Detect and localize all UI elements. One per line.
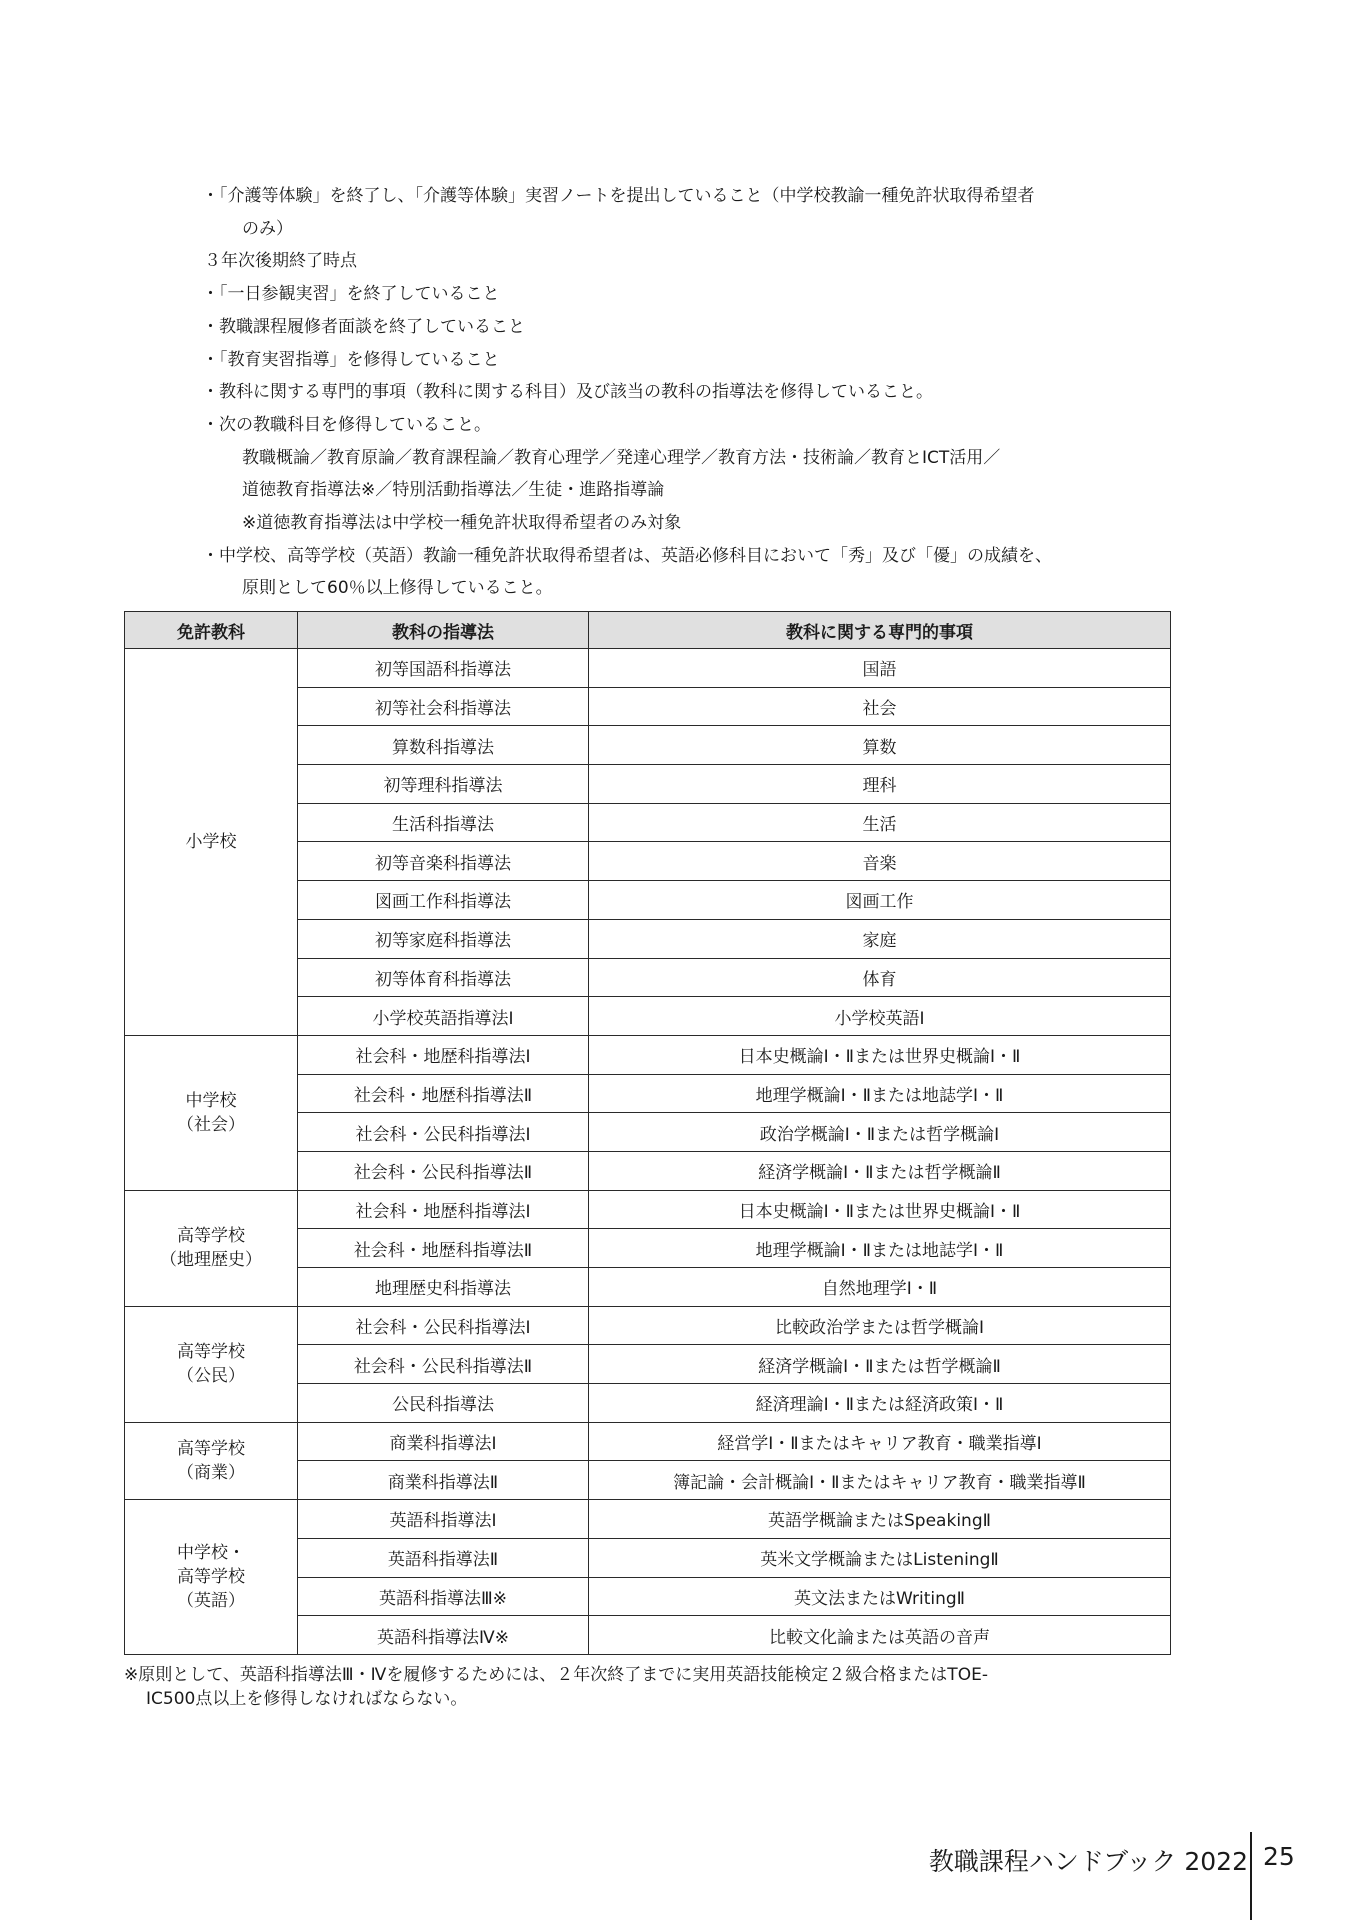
subject-content-cell: 算数 xyxy=(589,726,1171,765)
teaching-method-cell: 初等理科指導法 xyxy=(298,765,589,804)
footer-title: 教職課程ハンドブック 2022 xyxy=(928,1847,1248,1876)
teaching-method-cell: 社会科・地歴科指導法Ⅱ xyxy=(298,1229,589,1268)
table-row xyxy=(125,1190,1171,1229)
subject-content-cell: 簿記論・会計概論Ⅰ・Ⅱまたはキャリア教育・職業指導Ⅱ xyxy=(589,1461,1171,1500)
subject-content-cell: 経済理論Ⅰ・Ⅱまたは経済政策Ⅰ・Ⅱ xyxy=(589,1384,1171,1423)
subject-content-cell: 図画工作 xyxy=(589,881,1171,920)
subject-content-cell: 英語学概論またはSpeakingⅡ xyxy=(589,1500,1171,1539)
table-row xyxy=(125,1422,1171,1461)
teaching-method-cell: 地理歴史科指導法 xyxy=(298,1268,589,1307)
category-label-line: 小学校 xyxy=(185,831,237,852)
page-number: 25 xyxy=(1263,1842,1295,1871)
license-category-cell xyxy=(125,1500,298,1655)
category-label-line: 高等学校 xyxy=(177,1342,245,1363)
category-label-line: 高等学校 xyxy=(177,1438,245,1459)
teaching-method-cell: 英語科指導法Ⅰ xyxy=(298,1500,589,1539)
category-label-line: （地理歴史） xyxy=(160,1250,262,1271)
teaching-method-cell: 社会科・公民科指導法Ⅰ xyxy=(298,1306,589,1345)
teaching-method-cell: 商業科指導法Ⅱ xyxy=(298,1461,589,1500)
category-label-line: （英語） xyxy=(177,1591,245,1611)
teaching-method-cell: 生活科指導法 xyxy=(298,803,589,842)
course-list-line: 道徳教育指導法※／特別活動指導法／生徒・進路指導論 xyxy=(242,480,665,501)
teaching-method-cell: 英語科指導法Ⅲ※ xyxy=(298,1577,589,1616)
license-subject-table xyxy=(124,611,1171,1655)
subject-content-cell: 音楽 xyxy=(589,842,1171,881)
footer-divider xyxy=(1250,1832,1252,1920)
subject-content-cell: 体育 xyxy=(589,958,1171,997)
subject-content-cell: 理科 xyxy=(589,765,1171,804)
subject-content-cell: 自然地理学Ⅰ・Ⅱ xyxy=(589,1268,1171,1307)
license-category-cell xyxy=(125,1035,298,1190)
requirement-line: ・中学校、高等学校（英語）教諭一種免許状取得希望者は、英語必修科目において「秀」及び「優」の成績を、 xyxy=(202,545,1052,566)
course-list-note: ※道徳教育指導法は中学校一種免許状取得希望者のみ対象 xyxy=(242,513,682,534)
teaching-method-cell: 公民科指導法 xyxy=(298,1384,589,1423)
subject-content-cell: 英米文学概論またはListeningⅡ xyxy=(589,1538,1171,1577)
course-list-line: 教職概論／教育原論／教育課程論／教育心理学／発達心理学／教育方法・技術論／教育とICT活用／ xyxy=(242,447,1001,468)
subject-content-cell: 経営学Ⅰ・Ⅱまたはキャリア教育・職業指導Ⅰ xyxy=(589,1422,1171,1461)
footnote-line: IC500点以上を修得しなければならない。 xyxy=(146,1689,468,1709)
footnote xyxy=(124,1663,1174,1711)
subject-content-cell: 国語 xyxy=(589,649,1171,688)
subject-content-cell: 比較文化論または英語の音声 xyxy=(589,1616,1171,1655)
subject-content-cell: 経済学概論Ⅰ・Ⅱまたは哲学概論Ⅱ xyxy=(589,1345,1171,1384)
requirement-line: ・「介護等体験」を終了し、「介護等体験」実習ノートを提出していること（中学校教諭一種免許状取得希望者 xyxy=(202,186,1035,206)
license-category-cell xyxy=(125,1190,298,1306)
teaching-method-cell: 算数科指導法 xyxy=(298,726,589,765)
requirement-line: ・教職課程履修者面談を終了していること xyxy=(202,316,525,337)
table-row xyxy=(125,1306,1171,1345)
column-header-license-subject: 免許教科 xyxy=(125,612,298,649)
table-row xyxy=(125,1035,1171,1074)
category-label-line: （社会） xyxy=(177,1114,245,1135)
requirement-line-continuation: のみ） xyxy=(242,218,293,239)
teaching-method-cell: 小学校英語指導法Ⅰ xyxy=(298,997,589,1036)
table-header-row xyxy=(125,612,1171,649)
category-label-line: （公民） xyxy=(177,1366,245,1387)
column-header-subject-content: 教科に関する専門的事項 xyxy=(589,612,1171,649)
subject-content-cell: 家庭 xyxy=(589,919,1171,958)
teaching-method-cell: 社会科・地歴科指導法Ⅰ xyxy=(298,1035,589,1074)
teaching-method-cell: 社会科・公民科指導法Ⅰ xyxy=(298,1113,589,1152)
teaching-method-cell: 社会科・公民科指導法Ⅱ xyxy=(298,1151,589,1190)
subject-content-cell: 日本史概論Ⅰ・Ⅱまたは世界史概論Ⅰ・Ⅱ xyxy=(589,1190,1171,1229)
table-row xyxy=(125,1500,1171,1539)
table-body xyxy=(125,649,1171,1655)
requirement-line-continuation: 原則として60％以上修得していること。 xyxy=(242,578,553,599)
subject-content-cell: 比較政治学または哲学概論Ⅰ xyxy=(589,1306,1171,1345)
subject-content-cell: 経済学概論Ⅰ・Ⅱまたは哲学概論Ⅱ xyxy=(589,1151,1171,1190)
requirement-line: ・次の教職科目を修得していること。 xyxy=(202,414,491,435)
subject-content-cell: 社会 xyxy=(589,687,1171,726)
footnote-line: ※原則として、英語科指導法Ⅲ・Ⅳを履修するためには、２年次終了までに実用英語技能検定２級合格またはTOE- xyxy=(124,1665,988,1685)
teaching-method-cell: 英語科指導法Ⅳ※ xyxy=(298,1616,589,1655)
requirements-intro xyxy=(180,180,1190,605)
teaching-method-cell: 初等社会科指導法 xyxy=(298,687,589,726)
license-category-cell xyxy=(125,649,298,1036)
column-header-teaching-method: 教科の指導法 xyxy=(298,612,589,649)
teaching-method-cell: 図画工作科指導法 xyxy=(298,881,589,920)
teaching-method-cell: 初等体育科指導法 xyxy=(298,958,589,997)
subject-content-cell: 日本史概論Ⅰ・Ⅱまたは世界史概論Ⅰ・Ⅱ xyxy=(589,1035,1171,1074)
license-category-cell xyxy=(125,1422,298,1499)
category-label-line: 高等学校 xyxy=(177,1567,245,1587)
teaching-method-cell: 商業科指導法Ⅰ xyxy=(298,1422,589,1461)
teaching-method-cell: 初等音楽科指導法 xyxy=(298,842,589,881)
teaching-method-cell: 英語科指導法Ⅱ xyxy=(298,1538,589,1577)
subject-content-cell: 生活 xyxy=(589,803,1171,842)
subject-content-cell: 地理学概論Ⅰ・Ⅱまたは地誌学Ⅰ・Ⅱ xyxy=(589,1229,1171,1268)
category-label-line: 高等学校 xyxy=(177,1226,245,1247)
subject-content-cell: 地理学概論Ⅰ・Ⅱまたは地誌学Ⅰ・Ⅱ xyxy=(589,1074,1171,1113)
table-row xyxy=(125,649,1171,688)
teaching-method-cell: 社会科・地歴科指導法Ⅱ xyxy=(298,1074,589,1113)
requirement-line: ・教科に関する専門的事項（教科に関する科目）及び該当の教科の指導法を修得していること。 xyxy=(202,382,933,403)
category-label-line: 中学校・ xyxy=(177,1543,245,1563)
section-heading: ３年次後期終了時点 xyxy=(204,251,357,272)
teaching-method-cell: 初等国語科指導法 xyxy=(298,649,589,688)
requirement-line: ・「一日参観実習」を終了していること xyxy=(202,284,500,305)
subject-content-cell: 政治学概論Ⅰ・Ⅱまたは哲学概論Ⅰ xyxy=(589,1113,1171,1152)
requirement-line: ・「教育実習指導」を修得していること xyxy=(202,349,500,370)
subject-content-cell: 小学校英語Ⅰ xyxy=(589,997,1171,1036)
teaching-method-cell: 社会科・地歴科指導法Ⅰ xyxy=(298,1190,589,1229)
category-label-line: 中学校 xyxy=(185,1090,237,1111)
category-label-line: （商業） xyxy=(177,1462,245,1483)
subject-content-cell: 英文法またはWritingⅡ xyxy=(589,1577,1171,1616)
teaching-method-cell: 社会科・公民科指導法Ⅱ xyxy=(298,1345,589,1384)
license-category-cell xyxy=(125,1306,298,1422)
teaching-method-cell: 初等家庭科指導法 xyxy=(298,919,589,958)
